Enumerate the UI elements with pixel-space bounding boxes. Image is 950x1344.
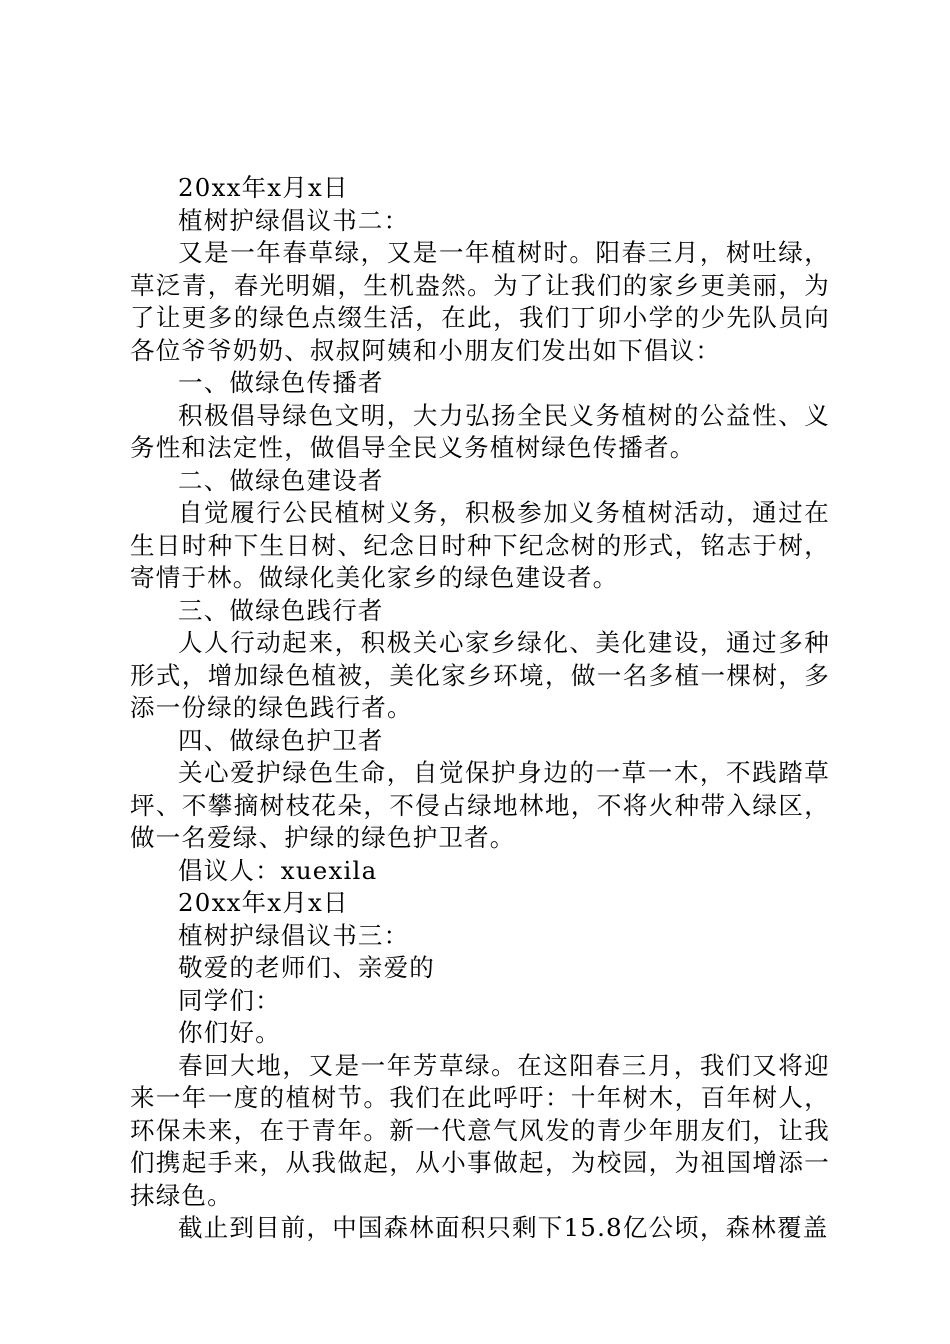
heading-green-builder: 二、做绿色建设者 [178,465,384,495]
paragraph-green-guardian: 关心爱护绿色生命，自觉保护身边的一草一木，不践踏草坪、不攀摘树枝花朵，不侵占绿地林地，不将火种带入绿区，做一名爱绿、护绿的绿色护卫者。 [130,758,830,852]
section-title-proposal-2: 植树护绿倡议书二： [178,205,410,235]
heading-green-guardian: 四、做绿色护卫者 [178,725,384,755]
paragraph-forest-area: 截止到目前，中国森林面积只剩下15.8亿公顷，森林覆盖 [178,1213,829,1242]
greeting: 你们好。 [178,1018,281,1047]
section-title-proposal-3: 植树护绿倡议书三： [178,920,410,950]
paragraph-spring: 春回大地，又是一年芳草绿。在这阳春三月，我们又将迎来一年一度的植树节。我们在此呼吁：十年树木，百年树人，环保未来，在于青年。新一代意气风发的青少年朋友们，让我们携起手来，从我做起，从小事做起，为校园，为祖国增添一抹绿色。 [130,1050,830,1210]
paragraph-green-builder: 自觉履行公民植树义务，积极参加义务植树活动，通过在生日时种下生日树、纪念日时种下纪念树的形式，铭志于树，寄情于林。做绿化美化家乡的绿色建设者。 [130,498,830,592]
date-line: 20xx年x月x日 [178,173,349,202]
paragraph-green-practitioner: 人人行动起来，积极关心家乡绿化、美化建设，通过多种形式，增加绿色植被，美化家乡环境，做一名多植一棵树，多添一份绿的绿色践行者。 [130,628,830,722]
heading-green-spreader: 一、做绿色传播者 [178,368,384,397]
paragraph-green-spreader: 积极倡导绿色文明，大力弘扬全民义务植树的公益性、义务性和法定性，做倡导全民义务植树绿色传播者。 [130,400,830,462]
salutation-students: 同学们： [178,985,281,1015]
intro-paragraph: 又是一年春草绿，又是一年植树时。阳春三月，树吐绿，草泛青，春光明媚，生机盎然。为了让我们的家乡更美丽，为了让更多的绿色点缀生活，在此，我们丁卯小学的少先队员向各位爷爷奶奶、叔叔阿姨和小朋友们发出如下倡议： [130,238,830,365]
date-line-2: 20xx年x月x日 [178,888,349,917]
salutation-teachers: 敬爱的老师们、亲爱的 [178,953,435,982]
document-body [130,172,830,1245]
heading-green-practitioner: 三、做绿色践行者 [178,595,384,625]
signature-line: 倡议人：xuexila [178,855,378,885]
